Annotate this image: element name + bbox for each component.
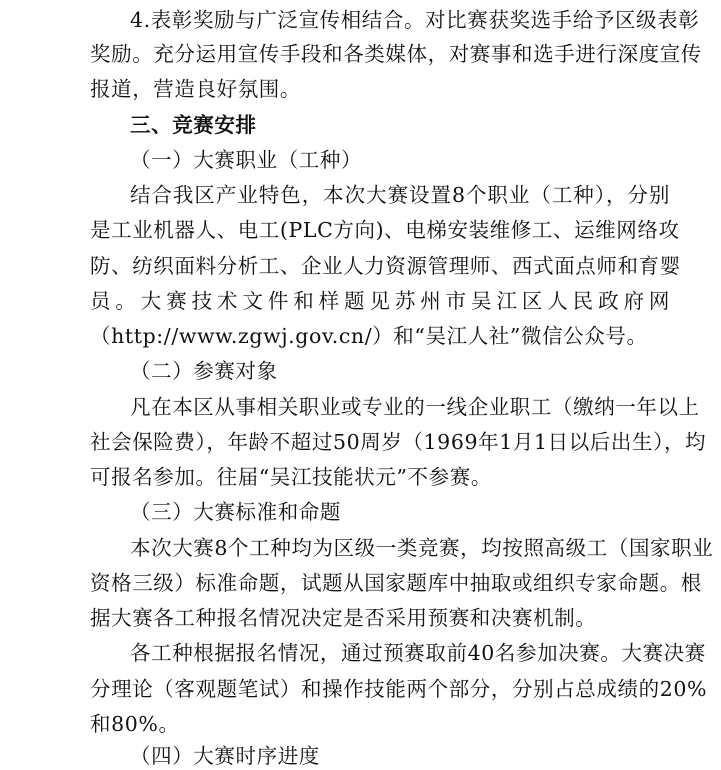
paragraph-line: 和80%。 [90, 712, 180, 736]
paragraph-line: 凡在本区从事相关职业或专业的一线企业职工（缴纳一年以上 [130, 395, 700, 419]
paragraph-line: 本次大赛8个工种均为区级一类竞赛，均按照高级工（国家职业 [130, 536, 714, 560]
paragraph-line: 资格三级）标准命题，试题从国家题库中抽取或组织专家命题。根 [90, 571, 702, 595]
paragraph-line: 员。大赛技术文件和样题见苏州市吴江区人民政府网 [90, 289, 670, 313]
paragraph-line: 报道，营造良好氛围。 [90, 77, 301, 101]
subsection-heading: （一）大赛职业（工种） [130, 148, 363, 172]
paragraph-line: 结合我区产业特色，本次大赛设置8个职业（工种），分别 [130, 183, 670, 207]
paragraph-line: 社会保险费），年龄不超过50周岁（1969年1月1日以后出生），均 [90, 430, 707, 454]
subsection-heading: （二）参赛对象 [130, 359, 278, 383]
paragraph-line: （http://www.zgwj.gov.cn/）和“吴江人社”微信公众号。 [90, 324, 648, 348]
paragraph-line: 可报名参加。往届“吴江技能状元”不参赛。 [90, 465, 492, 489]
paragraph-line: 各工种根据报名情况，通过预赛取前40名参加决赛。大赛决赛 [130, 641, 706, 665]
subsection-heading: （四）大赛时序进度 [130, 744, 320, 768]
paragraph-line: 是工业机器人、电工(PLC方向)、电梯安装维修工、运维网络攻 [90, 218, 680, 242]
paragraph-line: 防、纺织面料分析工、企业人力资源管理师、西式面点师和育婴 [90, 254, 681, 278]
paragraph-line: 奖励。充分运用宣传手段和各类媒体，对赛事和选手进行深度宣传 [90, 42, 702, 66]
paragraph-line: 4.表彰奖励与广泛宣传相结合。对比赛获奖选手给予区级表彰 [130, 8, 700, 32]
paragraph-line: 据大赛各工种报名情况决定是否采用预赛和决赛机制。 [90, 606, 597, 630]
paragraph-line: 分理论（客观题笔试）和操作技能两个部分，分别占总成绩的20% [90, 677, 708, 701]
subsection-heading: （三）大赛标准和命题 [130, 500, 341, 524]
section-heading: 三、竞赛安排 [130, 113, 257, 137]
